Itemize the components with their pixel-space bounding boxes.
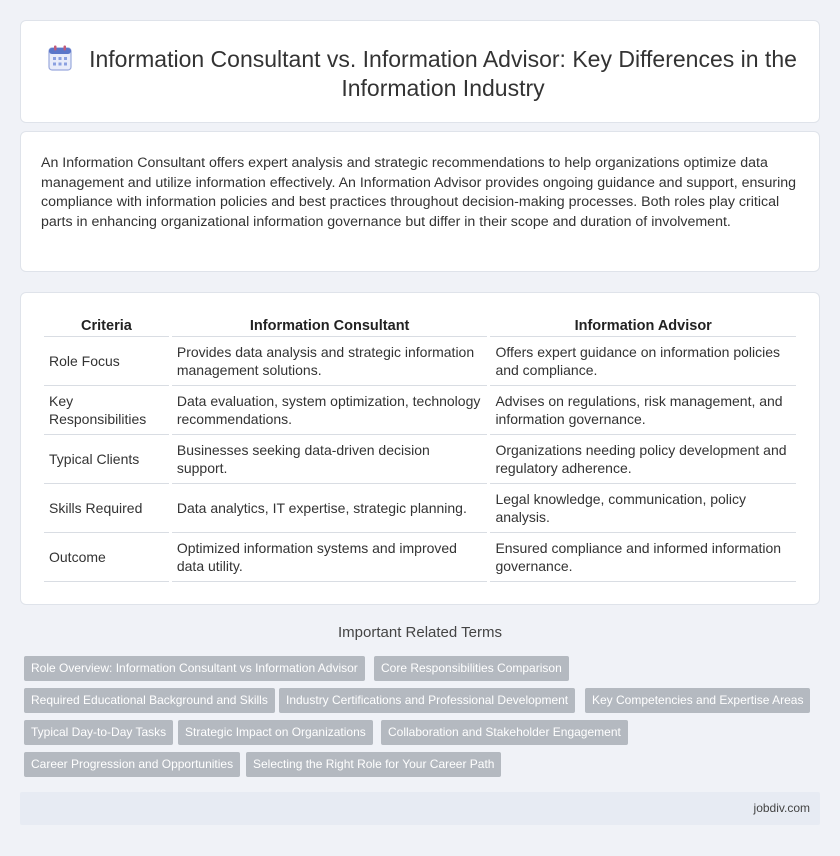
related-term-tag[interactable]: Typical Day-to-Day Tasks (24, 720, 173, 745)
related-term-tag[interactable]: Core Responsibilities Comparison (374, 656, 569, 681)
header-information-advisor: Information Advisor (490, 315, 796, 337)
consultant-cell: Data evaluation, system optimization, technology recommendations. (172, 386, 488, 435)
related-terms-title: Important Related Terms (338, 624, 502, 641)
table-row (44, 386, 796, 435)
related-term-tag[interactable]: Strategic Impact on Organizations (178, 720, 373, 745)
advisor-cell: Organizations needing policy development and regulatory adherence. (490, 435, 796, 484)
related-term-tag[interactable]: Role Overview: Information Consultant vs Information Advisor (24, 656, 365, 681)
header-criteria: Criteria (44, 315, 169, 337)
advisor-cell: Advises on regulations, risk management, and information governance. (490, 386, 796, 435)
table-row (44, 484, 796, 533)
intro-card (20, 131, 820, 272)
header-information-consultant: Information Consultant (172, 315, 488, 337)
advisor-cell: Offers expert guidance on information policies and compliance. (490, 337, 796, 386)
header-card (20, 20, 820, 123)
calendar-icon (48, 45, 72, 71)
related-term-tag[interactable]: Collaboration and Stakeholder Engagement (381, 720, 628, 745)
consultant-cell: Provides data analysis and strategic information management solutions. (172, 337, 488, 386)
consultant-cell: Optimized information systems and improved data utility. (172, 533, 488, 582)
comparison-table (41, 315, 799, 582)
criteria-cell: Key Responsibilities (44, 386, 169, 435)
related-term-tag[interactable]: Required Educational Background and Skills (24, 688, 275, 713)
related-term-tag[interactable]: Industry Certifications and Professional Development (279, 688, 575, 713)
comparison-table-card (20, 292, 820, 605)
advisor-cell: Ensured compliance and informed information governance. (490, 533, 796, 582)
footer-site-link[interactable]: jobdiv.com (753, 801, 810, 815)
table-row (44, 435, 796, 484)
related-term-tag[interactable]: Career Progression and Opportunities (24, 752, 240, 777)
table-header-row (44, 315, 796, 337)
table-row (44, 533, 796, 582)
criteria-cell: Role Focus (44, 337, 169, 386)
intro-paragraph: An Information Consultant offers expert analysis and strategic recommendations to help organizations optimize data management and utilize information effectively. An Information Advisor provides ongoing guidance and support, ensuring compliance with information policies and best practices throughout decision-making processes. Both roles play critical parts in enhancing organizational information governance but differ in their scope and duration of involvement. (41, 155, 797, 230)
related-term-tag[interactable]: Selecting the Right Role for Your Career Path (246, 752, 501, 777)
advisor-cell: Legal knowledge, communication, policy analysis. (490, 484, 796, 533)
consultant-cell: Data analytics, IT expertise, strategic planning. (172, 484, 488, 533)
footer (20, 792, 820, 825)
related-term-tag[interactable]: Key Competencies and Expertise Areas (585, 688, 810, 713)
table-row (44, 337, 796, 386)
criteria-cell: Skills Required (44, 484, 169, 533)
criteria-cell: Typical Clients (44, 435, 169, 484)
page-title: Information Consultant vs. Information Advisor: Key Differences in the Information Industry (89, 46, 797, 101)
criteria-cell: Outcome (44, 533, 169, 582)
consultant-cell: Businesses seeking data-driven decision support. (172, 435, 488, 484)
